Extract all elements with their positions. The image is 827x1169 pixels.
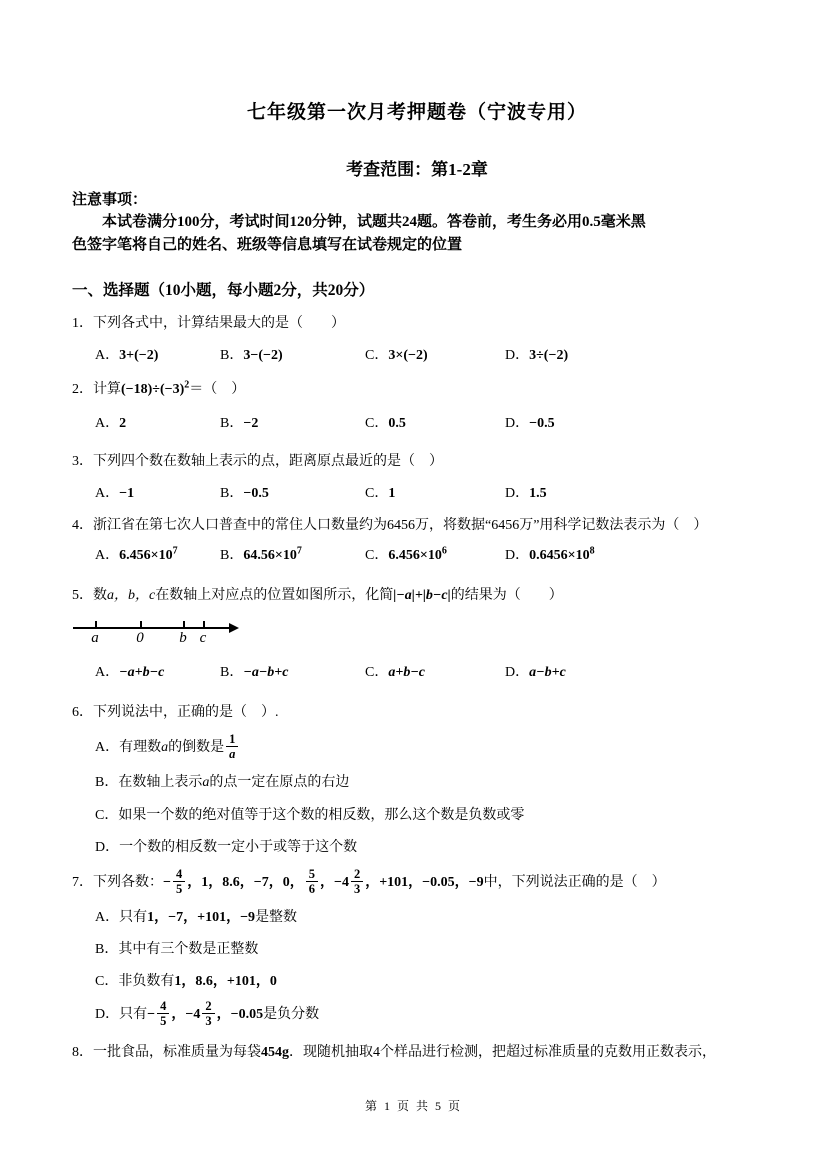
fraction-denominator: 3 xyxy=(353,882,361,897)
option-label: C． xyxy=(365,486,389,501)
option-label: B． xyxy=(220,665,244,680)
page-footer: 第 1 页 共 5 页 xyxy=(364,1099,462,1113)
q7-stem xyxy=(72,868,762,898)
q8-stem-tail: ．现随机抽取4个样品进行检测，把超过标准质量的克数用正数表示， xyxy=(289,1045,716,1061)
mixed-number-whole: ，−4 xyxy=(319,874,349,890)
option-mantissa: 6.456×10 xyxy=(119,548,173,563)
number-line-tick-0 xyxy=(140,621,142,628)
option-value: 3−(−2) xyxy=(243,348,283,363)
minus-sign: − xyxy=(147,1006,156,1022)
q2-options xyxy=(95,414,762,434)
q3-option-b xyxy=(220,484,365,504)
option-text: A．只有 xyxy=(95,909,148,925)
q7-stem-tail: 中，下列说法正确的是（ ） xyxy=(483,874,666,890)
option-label: A． xyxy=(95,665,120,680)
fraction-denominator: 5 xyxy=(175,882,183,897)
variable-a: a xyxy=(161,740,169,756)
option-text: 的倒数是 xyxy=(168,740,225,756)
fraction xyxy=(173,867,185,897)
q6-option-a xyxy=(95,733,762,763)
number-line-label-c: c xyxy=(199,630,207,646)
option-text: 是整数 xyxy=(255,909,298,925)
option-exponent: 7 xyxy=(172,545,178,557)
option-value: 1 xyxy=(388,486,396,501)
number-line xyxy=(72,615,372,651)
q7-option-c xyxy=(95,972,762,992)
option-label: D． xyxy=(505,486,530,501)
option-value: −0.5 xyxy=(529,416,555,431)
option-value: −a+b−c xyxy=(119,665,165,680)
standard-weight-value: 454g xyxy=(261,1045,289,1061)
variable-a: a xyxy=(202,774,210,790)
option-value xyxy=(529,545,595,563)
q5-option-c xyxy=(365,663,505,683)
fraction xyxy=(157,999,169,1029)
fraction-numerator: 4 xyxy=(157,999,169,1014)
q4-options xyxy=(95,546,762,566)
q5-option-b xyxy=(220,663,365,683)
q1-options xyxy=(95,346,762,366)
option-label: B． xyxy=(220,486,244,501)
number-list: ，1，8.6，−7，0， xyxy=(187,874,304,890)
option-label: C． xyxy=(365,416,389,431)
q6-option-c: C．如果一个数的绝对值等于这个数的相反数，那么这个数是负数或零 xyxy=(95,807,525,823)
q6-option-b xyxy=(95,773,762,793)
option-label: C． xyxy=(365,548,389,563)
number-line-tick-b xyxy=(183,621,185,628)
option-text: A．有理数 xyxy=(95,740,162,756)
q4-option-d xyxy=(505,546,762,566)
option-value: −0.5 xyxy=(243,486,269,501)
option-value: a−b+c xyxy=(529,665,566,680)
q1-option-d xyxy=(505,346,762,366)
option-exponent: 6 xyxy=(441,545,447,557)
q1-stem: 1．下列各式中，计算结果最大的是（ ） xyxy=(72,316,345,331)
q5-stem-lead: 5．数 xyxy=(72,588,107,603)
option-value xyxy=(388,545,447,563)
fraction-denominator: 6 xyxy=(308,882,315,897)
fraction-numerator: 2 xyxy=(202,999,214,1014)
q7-option-d xyxy=(95,1000,762,1030)
fraction xyxy=(351,867,363,897)
option-value xyxy=(119,545,178,563)
option-exponent: 7 xyxy=(296,545,302,557)
q2-option-c xyxy=(365,414,505,434)
option-label: D． xyxy=(505,348,530,363)
q1-option-a xyxy=(95,346,220,366)
option-value: 3×(−2) xyxy=(388,348,428,363)
q4-stem: 4．浙江省在第七次人口普查中的常住人口数量约为6456万，将数据“6456万”用科学记数法表示为（ ） xyxy=(72,518,708,533)
q2-stem-tail: ＝（ ） xyxy=(189,382,246,397)
option-label: D． xyxy=(505,665,530,680)
option-value xyxy=(243,545,302,563)
fraction xyxy=(202,999,214,1029)
option-text: B．在数轴上表示 xyxy=(95,774,203,790)
option-label: C． xyxy=(365,665,389,680)
q4-option-b xyxy=(220,546,365,566)
option-value: −a−b+c xyxy=(243,665,289,680)
q1-option-c xyxy=(365,346,505,366)
option-label: B． xyxy=(220,348,244,363)
q3-options xyxy=(95,484,762,504)
page-title: 七年级第一次月考押题卷（宁波专用） xyxy=(246,102,587,123)
q3-option-a xyxy=(95,484,220,504)
option-value: −1 xyxy=(119,486,135,501)
fraction-numerator: 5 xyxy=(306,867,318,882)
option-label: A． xyxy=(95,348,120,363)
number-line-tick-a xyxy=(95,621,97,628)
option-exponent: 8 xyxy=(589,545,595,557)
q6-option-d: D．一个数的相反数一定小于或等于这个数 xyxy=(95,839,358,855)
number-line-axis xyxy=(73,627,233,629)
q5-abs-expression: |−a|+|b−c| xyxy=(393,588,451,603)
notice-body-line1: 本试卷满分100分，考试时间120分钟，试题共24题。答卷前，考生务必用0.5毫米黑 xyxy=(102,214,646,230)
exam-scope-subtitle: 考查范围：第1-2章 xyxy=(346,160,488,179)
q5-stem-mid: 在数轴上对应点的位置如图所示，化简 xyxy=(155,588,394,603)
option-value: −2 xyxy=(243,416,259,431)
fraction xyxy=(226,732,238,762)
number-list: 1，−7，+101，−9 xyxy=(147,909,256,925)
q2-option-a xyxy=(95,414,220,434)
q2-stem-expression: (−18)÷(−3) xyxy=(121,382,185,397)
q2-exponent: 2 xyxy=(184,379,190,391)
q2-option-b xyxy=(220,414,365,434)
minus-sign: − xyxy=(163,874,171,890)
q5-stem xyxy=(72,586,762,606)
q5-variables: a，b，c xyxy=(107,588,156,603)
q3-stem: 3．下列四个数在数轴上表示的点，距离原点最近的是（ ） xyxy=(72,454,443,469)
option-label: B． xyxy=(220,416,244,431)
option-value: a+b−c xyxy=(388,665,426,680)
option-value: 0.5 xyxy=(388,416,406,431)
q4-option-a xyxy=(95,546,220,566)
option-value: 3÷(−2) xyxy=(529,348,569,363)
q2-stem-lead: 2．计算 xyxy=(72,382,121,397)
fraction-denominator: 3 xyxy=(205,1013,212,1028)
number-line-label-b: b xyxy=(179,630,187,646)
q7-option-a xyxy=(95,908,762,928)
number-list: ，+101，−0.05，−9 xyxy=(365,874,484,890)
fraction-numerator: 4 xyxy=(173,867,185,882)
number-line-label-a: a xyxy=(91,630,99,646)
q7-stem-lead: 7．下列各数： xyxy=(72,874,163,890)
q7-option-b: B．其中有三个数是正整数 xyxy=(95,941,259,957)
q2-stem xyxy=(72,380,762,400)
option-text: C．非负数有 xyxy=(95,973,175,989)
q5-stem-tail: 的结果为（ ） xyxy=(450,588,563,603)
option-text: D．只有 xyxy=(95,1006,148,1022)
notice-body-line2: 色签字笔将自己的姓名、班级等信息填写在试卷规定的位置 xyxy=(72,237,463,253)
option-text: 的点一定在原点的右边 xyxy=(209,774,350,790)
q8-stem xyxy=(72,1043,762,1063)
q3-option-c xyxy=(365,484,505,504)
number-line-arrowhead-icon xyxy=(229,623,239,633)
option-label: B． xyxy=(220,548,244,563)
option-label: A． xyxy=(95,548,120,563)
q5-options xyxy=(95,663,762,683)
option-value: 3+(−2) xyxy=(119,348,159,363)
option-mantissa: 6.456×10 xyxy=(388,548,442,563)
option-value: 1.5 xyxy=(529,486,547,501)
fraction-numerator: 1 xyxy=(226,732,238,747)
option-mantissa: 0.6456×10 xyxy=(529,548,590,563)
q8-stem-lead: 8．一批食品，标准质量为每袋 xyxy=(72,1045,261,1061)
fraction xyxy=(306,867,318,897)
q3-option-d xyxy=(505,484,762,504)
q2-option-d xyxy=(505,414,762,434)
option-value: 2 xyxy=(119,416,127,431)
notice-heading: 注意事项： xyxy=(72,192,148,208)
option-label: A． xyxy=(95,486,120,501)
fraction-numerator: 2 xyxy=(351,867,363,882)
option-label: D． xyxy=(505,416,530,431)
fraction-denominator: a xyxy=(229,747,236,762)
q5-option-a xyxy=(95,663,220,683)
q1-option-b xyxy=(220,346,365,366)
q4-option-c xyxy=(365,546,505,566)
number-list: ，−0.05 xyxy=(216,1006,264,1022)
number-line-tick-c xyxy=(203,621,205,628)
number-line-label-0: 0 xyxy=(136,630,144,646)
option-text: 是负分数 xyxy=(263,1006,320,1022)
option-mantissa: 64.56×10 xyxy=(243,548,297,563)
q5-option-d xyxy=(505,663,762,683)
option-label: C． xyxy=(365,348,389,363)
q6-stem: 6．下列说法中，正确的是（ ）. xyxy=(72,705,279,720)
fraction-denominator: 5 xyxy=(160,1013,167,1028)
option-label: D． xyxy=(505,548,530,563)
mixed-number-whole: ，−4 xyxy=(171,1006,201,1022)
section-heading: 一、选择题（10小题，每小题2分，共20分） xyxy=(72,282,375,299)
option-label: A． xyxy=(95,416,120,431)
number-list: 1，8.6，+101，0 xyxy=(174,973,277,989)
